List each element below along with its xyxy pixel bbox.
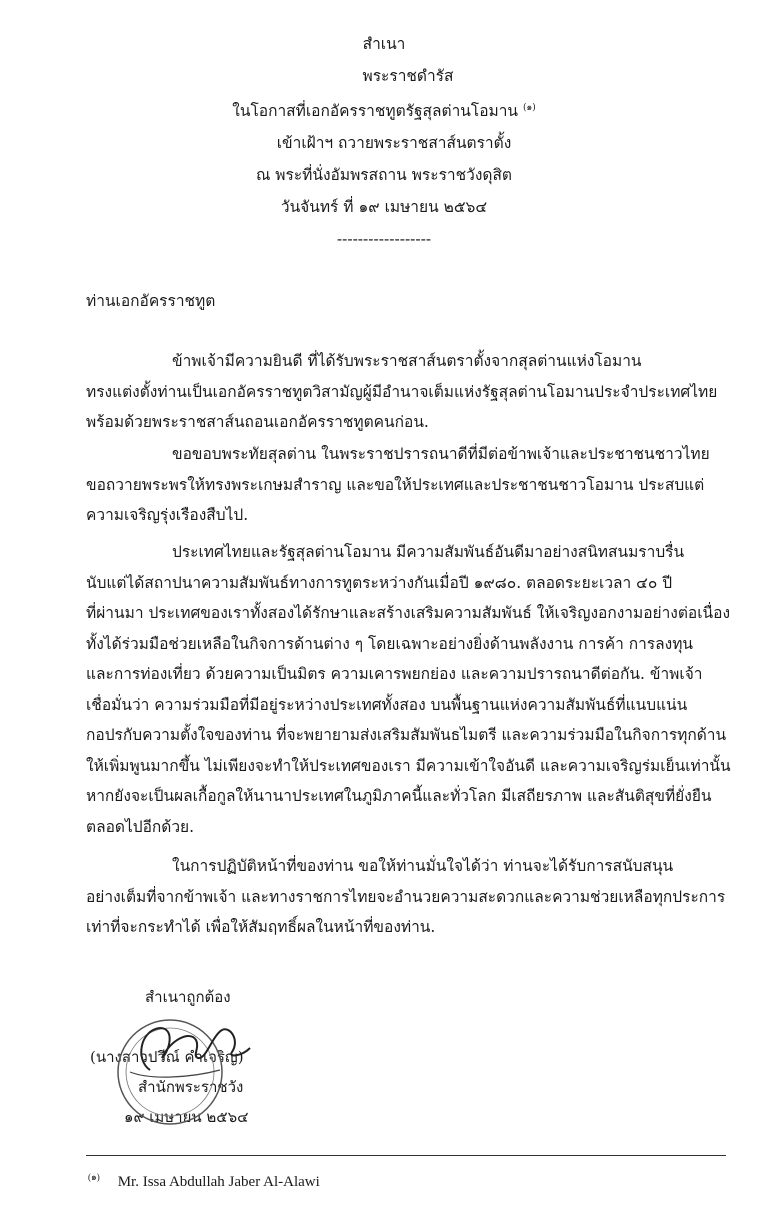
paragraph-line: ในการปฏิบัติหน้าที่ของท่าน ขอให้ท่านมั่นใจได้ว่า ท่านจะได้รับการสนับสนุน [172,857,674,875]
speech-title: พระราชดำรัส [362,67,454,85]
paragraph-line: ตลอดไปอีกด้วย. [86,817,195,836]
venue-line: ณ พระที่นั่งอัมพรสถาน พระราชวังดุสิต [256,166,512,185]
paragraph-line: กอปรกับความตั้งใจของท่าน ที่จะพยายามส่งเสริมสัมพันธไมตรี และความร่วมมือในกิจการทุกด้าน [86,726,727,744]
paragraph-line: ขอถวายพระพรให้ทรงพระเกษมสำราญ และขอให้ประเทศและประชาชนชาวโอมาน ประสบแต่ [86,475,705,494]
paragraph-4 [86,851,726,943]
certification-date: ๑๙ เมษายน ๒๕๖๔ [124,1108,249,1126]
paragraph-line: ทั้งได้ร่วมมือช่วยเหลือในกิจการด้านต่าง ๆ โดยเฉพาะอย่างยิ่งด้านพลังงาน การค้า การลงทุน [86,634,694,653]
footnote-reference: (๑) [522,103,536,113]
paragraph-line: ข้าพเจ้ามีความยินดี ที่ได้รับพระราชสาส์นตราตั้งจากสุลต่านแห่งโอมาน [172,352,642,370]
footnote [88,1170,320,1191]
header-divider: ------------------ [336,230,432,249]
date-line: วันจันทร์ ที่ ๑๙ เมษายน ๒๕๖๔ [280,198,488,217]
paragraph-line: หากยังจะเป็นผลเกื้อกูลให้นานาประเทศในภูมิภาคนี้และทั่วโลก มีเสถียรภาพ และสันติสุขที่ยั่งยืน [86,787,712,805]
paragraph-line: ความเจริญรุ่งเรืองสืบไป. [86,506,249,524]
paragraph-line: ประเทศไทยและรัฐสุลต่านโอมาน มีความสัมพันธ์อันดีมาอย่างสนิทสนมราบรื่น [172,543,685,561]
paragraph-line: อย่างเต็มที่จากข้าพเจ้า และทางราชการไทยจะอำนวยความสะดวกและความช่วยเหลือทุกประการ [86,887,726,906]
paragraph-line: นับแต่ได้สถาปนาความสัมพันธ์ทางการทูตระหว่างกันเมื่อปี ๑๙๘๐. ตลอดระยะเวลา ๔๐ ปี [86,573,673,592]
paragraph-1 [86,346,726,438]
paragraph-line: ให้เพิ่มพูนมากขึ้น ไม่เพียงจะทำให้ประเทศของเรา มีความเข้าใจอันดี และความเจริญร่มเย็นเท่านั้น [86,756,731,775]
certifier-office: สำนักพระราชวัง [138,1078,244,1096]
paragraph-line: ขอขอบพระทัยสุลต่าน ในพระราชปรารถนาดีที่มีต่อข้าพเจ้าและประชาชนชาวไทย [172,445,710,463]
handwritten-signature [141,1028,250,1070]
occasion-text: ในโอกาสที่เอกอัครราชทูตรัฐสุลต่านโอมาน [232,102,519,121]
paragraph-line: และการท่องเที่ยว ด้วยความเป็นมิตร ความเคารพยกย่อง และความปรารถนาดีต่อกัน. ข้าพเจ้า [86,665,703,683]
footnote-divider [86,1155,726,1156]
paragraph-2 [86,439,726,531]
signature-flourish [130,1070,220,1077]
document-header [0,28,768,255]
paragraph-line: ที่ผ่านมา ประเทศของเราทั้งสองได้รักษาและสร้างเสริมความสัมพันธ์ ให้เจริญงอกงามอย่างต่อเนื่อง [86,604,731,622]
footnote-marker: (๑) [88,1172,100,1182]
audience-line: เข้าเฝ้าฯ ถวายพระราชสาส์นตราตั้ง [276,134,512,153]
paragraph-3 [86,537,731,842]
copy-label: สำเนา [362,35,406,53]
footnote-text: Mr. Issa Abdullah Jaber Al-Alawi [117,1174,320,1190]
certified-copy-label: สำเนาถูกต้อง [145,988,231,1006]
salutation: ท่านเอกอัครราชทูต [86,292,216,310]
paragraph-line: ทรงแต่งตั้งท่านเป็นเอกอัครราชทูตวิสามัญผู้มีอำนาจเต็มแห่งรัฐสุลต่านโอมานประจำประเทศไทย [86,382,718,401]
paragraph-line: เชื่อมั่นว่า ความร่วมมือที่มีอยู่ระหว่างประเทศทั้งสอง บนพื้นฐานแห่งความสัมพันธ์ที่แนบแน่น [86,695,688,714]
certifier-name: (นางสาวปวีณ์ คำเจริญ) [90,1048,244,1066]
paragraph-line: เท่าที่จะกระทำได้ เพื่อให้สัมฤทธิ์ผลในหน้าที่ของท่าน. [86,918,436,936]
signature-and-seal [100,1000,270,1125]
occasion-line [0,92,768,127]
paragraph-line: พร้อมด้วยพระราชสาส์นถอนเอกอัครราชทูตคนก่อน. [86,413,429,431]
